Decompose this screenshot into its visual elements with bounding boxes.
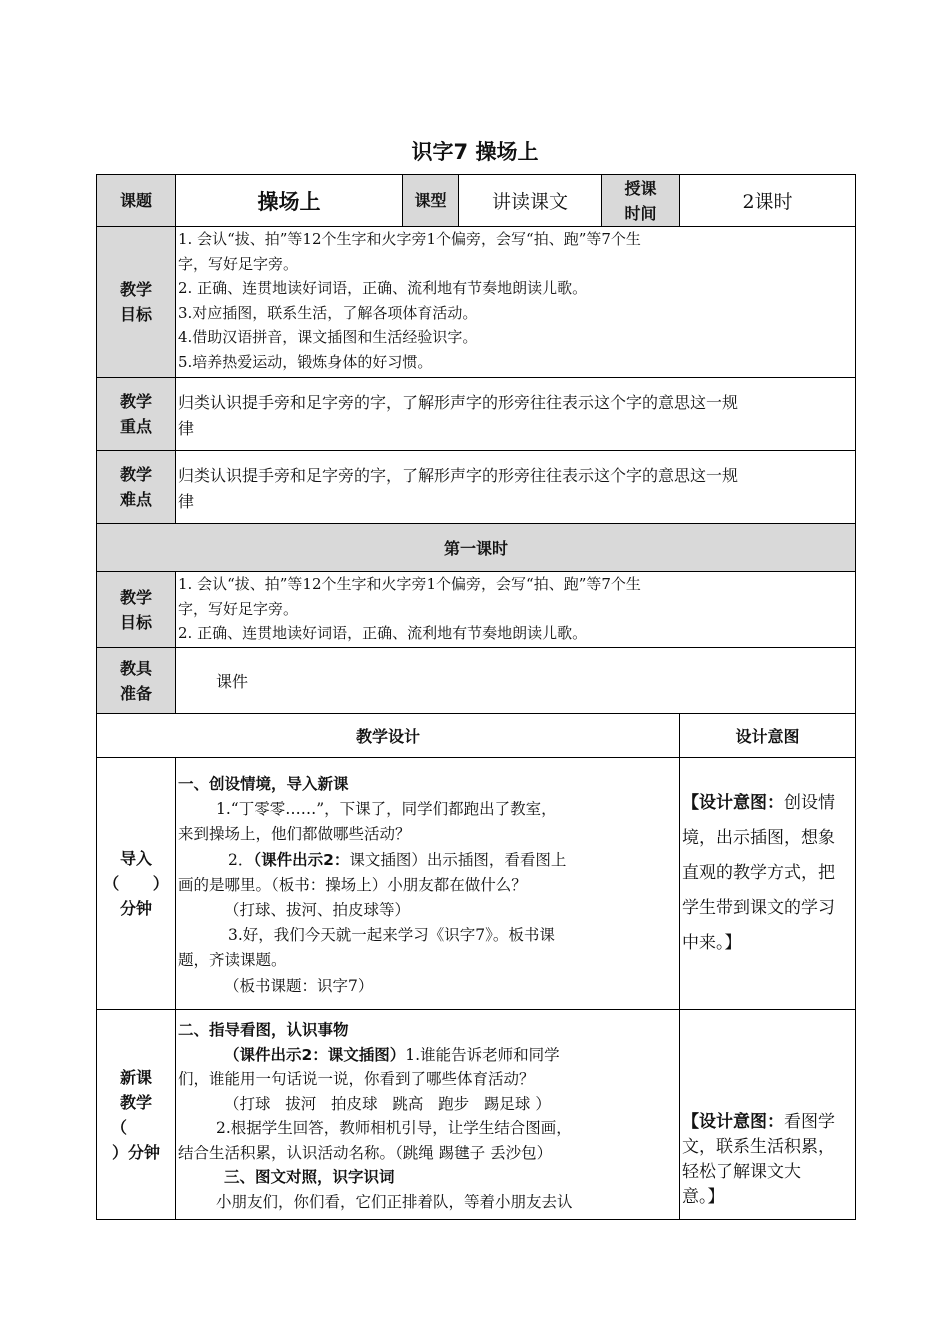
intro-intent-line (682, 786, 853, 821)
goal-line: 1. 会认“拔、拍”等12个生字和火字旁1个偏旁，会写“拍、跑”等7个生 (178, 230, 641, 248)
first-lesson-title: 第一课时 (97, 524, 856, 572)
intro-label-line1: 导入 (119, 849, 152, 868)
intent-header: 设计意图 (680, 714, 856, 758)
intro-p2-prefix: 2． (228, 850, 254, 869)
difficulties-line: 律 (178, 492, 195, 511)
intro-paragraph: 1.“丁零零……”，下课了，同学们都跑出了教室， (216, 800, 557, 819)
goal-line: 4.借助汉语拼音，课文插图和生活经验识字。 (178, 328, 478, 346)
type-value: 讲读课文 (459, 175, 602, 227)
intro-intent-line: 学生带到课文的学习 (682, 898, 835, 918)
tools-label-line2: 准备 (119, 683, 152, 703)
time-label (602, 175, 680, 227)
key-points-label (97, 378, 176, 451)
time-value: 2课时 (680, 175, 856, 227)
first-lesson-goals-label-line2: 目标 (119, 612, 152, 632)
design-header: 教学设计 (97, 714, 680, 758)
goals-label-line1: 教学 (119, 280, 152, 299)
new-lesson-intent-bold: 【设计意图： (682, 1112, 784, 1132)
intro-intent-rest: 创设情 (784, 793, 835, 813)
new-lesson-intent-line: 轻松了解课文大 (682, 1162, 801, 1182)
new-lesson-intent (680, 1010, 856, 1220)
type-label: 课型 (403, 175, 459, 227)
new-lesson-intent-rest: 看图学 (784, 1112, 835, 1132)
new-lesson-heading2: 三、图文对照，识字识词 (224, 1168, 395, 1186)
intro-paragraph (178, 848, 677, 873)
new-lesson-label-line4: ）分钟 (111, 1142, 160, 1162)
first-lesson-goals-label (97, 572, 176, 648)
goal-line: 1. 会认“拔、拍”等12个生字和火字旁1个偏旁，会写“拍、跑”等7个生 (178, 575, 641, 593)
new-lesson-heading: 二、指导看图，认识事物 (178, 1021, 349, 1039)
goal-line: 字，写好足字旁。 (178, 599, 299, 618)
new-lesson-intent-line: 文，联系生活积累， (682, 1137, 835, 1157)
first-lesson-goals-label-line1: 教学 (119, 587, 152, 607)
new-lesson-content (176, 1010, 680, 1220)
new-lesson-p1-rest: 1.谁能告诉老师和同学 (405, 1045, 560, 1064)
intro-label-line2: （ ） (103, 874, 169, 893)
new-lesson-label-line2: 教学 (119, 1092, 152, 1112)
first-lesson-goals-content (176, 572, 856, 648)
goal-line: 3.对应插图，联系生活，了解各项体育活动。 (178, 303, 478, 322)
goals-label-line2: 目标 (119, 305, 152, 324)
goal-line: 2. 正确、连贯地读好词语，正确、流利地有节奏地朗读儿歌。 (178, 279, 588, 297)
difficulties-label (97, 451, 176, 524)
intro-p2-bold: （课件出示2： (253, 850, 350, 869)
difficulties-label-line1: 教学 (119, 465, 152, 484)
intro-heading: 一、创设情境，导入新课 (178, 775, 349, 793)
intro-label (97, 758, 176, 1010)
header-row (97, 175, 856, 227)
new-lesson-label-line3: （ (111, 1117, 128, 1137)
intro-p2-rest: 课文插图）出示插图，看看图上 (349, 850, 567, 869)
topic-label: 课题 (97, 175, 176, 227)
new-lesson-paragraph: 2.根据学生回答，教师相机引导，让学生结合图画， (216, 1119, 572, 1137)
intro-intent-line: 直观的教学方式，把 (682, 863, 835, 883)
goals-content (176, 227, 856, 378)
new-lesson-paragraph: 小朋友们，你们看，它们正排着队，等着小朋友去认 (216, 1192, 573, 1211)
intro-intent-line: 中来。】 (682, 933, 742, 953)
time-label-line2: 时间 (624, 203, 657, 223)
new-lesson-paragraph (178, 1043, 677, 1068)
design-header-row (97, 714, 856, 758)
goal-line: 5.培养热爱运动，锻炼身体的好习惯。 (178, 352, 433, 371)
new-lesson-label (97, 1010, 176, 1220)
intro-paragraph: 来到操场上，他们都做哪些活动？ (178, 825, 411, 844)
time-label-line1: 授课 (624, 178, 657, 198)
difficulties-line: 归类认识提手旁和足字旁的字，了解形声字的形旁往往表示这个字的意思这一规 (178, 466, 739, 485)
goal-line: 字，写好足字旁。 (178, 254, 299, 273)
intro-paragraph: 3.好，我们今天就一起来学习《识字7》。板书课 (228, 926, 555, 945)
intro-paragraph: 画的是哪里。（板书：操场上）小朋友都在做什么？ (178, 875, 527, 894)
document-title: 识字7 操场上 (411, 140, 539, 164)
difficulties-row (97, 451, 856, 524)
key-points-line: 律 (178, 419, 195, 438)
lesson-plan-table (96, 174, 856, 1220)
topic-value: 操场上 (176, 175, 403, 227)
tools-value: 课件 (176, 648, 856, 714)
new-lesson-intent-line (682, 1110, 853, 1135)
tools-label (97, 648, 176, 714)
intro-paragraph: （板书课题：识字7） (224, 976, 374, 995)
tools-row (97, 648, 856, 714)
first-lesson-row (97, 524, 856, 572)
intro-intent-bold: 【设计意图： (682, 793, 784, 813)
new-lesson-label-line1: 新课 (119, 1067, 152, 1087)
intro-intent (680, 758, 856, 1010)
goals-row (97, 227, 856, 378)
new-lesson-paragraph: 们，谁能用一句话说一说，你看到了哪些体育活动？ (178, 1070, 535, 1088)
first-lesson-goals-row (97, 572, 856, 648)
intro-content (176, 758, 680, 1010)
new-lesson-row (97, 1010, 856, 1220)
new-lesson-paragraph: （打球 拔河 拍皮球 跳高 跑步 踢足球 ） (224, 1094, 551, 1113)
new-lesson-p1-bold: （课件出示2：课文插图） (224, 1045, 406, 1064)
intro-paragraph: 题，齐读课题。 (178, 951, 287, 970)
intro-row (97, 758, 856, 1010)
key-points-label-line1: 教学 (119, 392, 152, 411)
new-lesson-paragraph: 结合生活积累，认识活动名称。（跳绳 踢毽子 丢沙包） (178, 1143, 553, 1162)
intro-label-line3: 分钟 (119, 899, 152, 918)
difficulties-label-line2: 难点 (119, 490, 152, 509)
goal-line: 2. 正确、连贯地读好词语，正确、流利地有节奏地朗读儿歌。 (178, 624, 588, 642)
key-points-label-line2: 重点 (119, 417, 152, 436)
intro-intent-line: 境，出示插图，想象 (682, 828, 835, 848)
goals-label (97, 227, 176, 378)
new-lesson-intent-line: 意。】 (682, 1187, 725, 1207)
key-points-row (97, 378, 856, 451)
tools-label-line1: 教具 (119, 658, 152, 678)
difficulties-content (176, 451, 856, 524)
key-points-line: 归类认识提手旁和足字旁的字，了解形声字的形旁往往表示这个字的意思这一规 (178, 393, 739, 412)
key-points-content (176, 378, 856, 451)
intro-paragraph: （打球、拔河、拍皮球等） (224, 901, 411, 920)
